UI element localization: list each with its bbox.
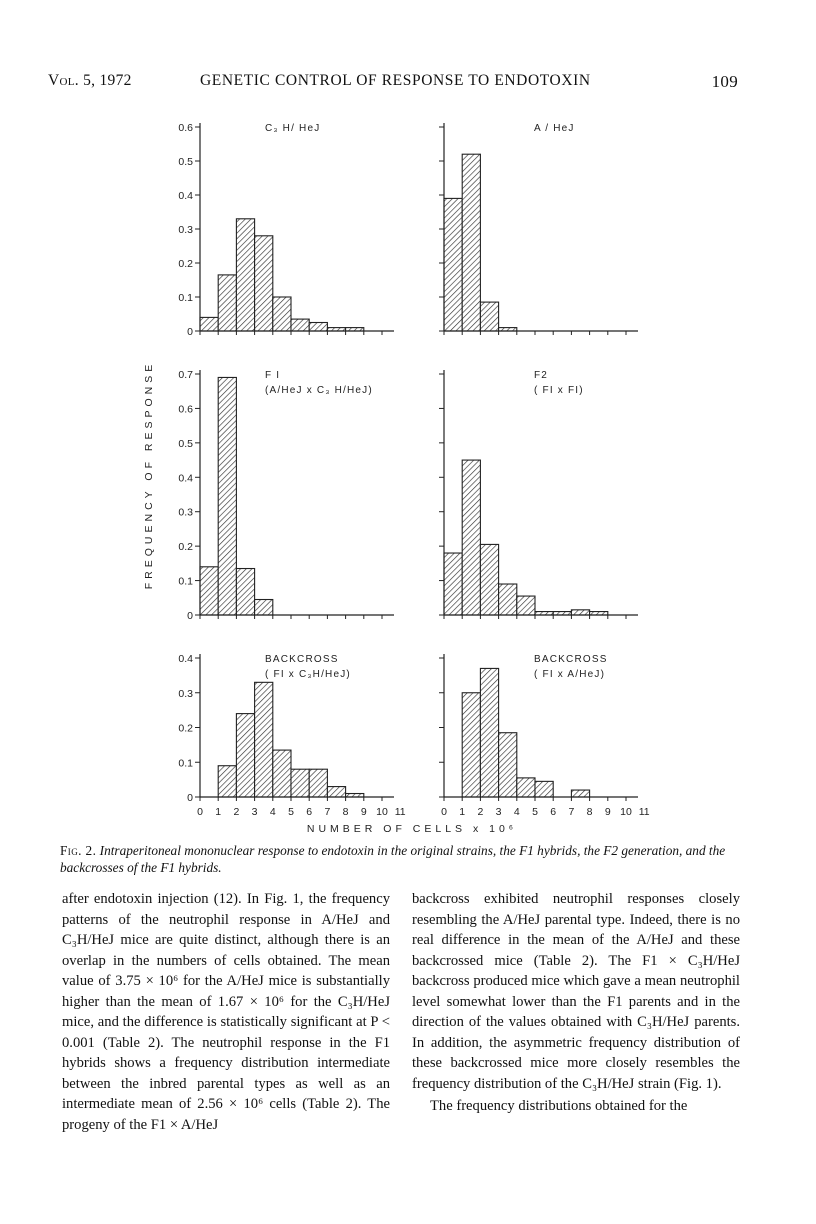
panel-title-c3h-hej: C₃ H/ HeJ: [265, 123, 321, 134]
x-tick-label: 4: [513, 806, 520, 818]
panel-title-backcross-f1-x-c3h-hej: BACKCROSS: [265, 654, 339, 665]
bar-c3h-hej-6-7: [309, 323, 327, 332]
x-tick-label: 5: [288, 806, 294, 818]
y-tick-label: 0.3: [178, 687, 193, 700]
page-number: 109: [711, 72, 738, 91]
y-tick-label: 0: [187, 326, 193, 338]
x-tick-label: 3: [251, 806, 258, 818]
bar-backcross-f1-x-a-hej-5-6: [535, 781, 553, 797]
x-tick-label: 0: [441, 806, 447, 818]
bar-backcross-f1-x-a-hej-3-4: [499, 733, 517, 797]
caption-text: Intraperitoneal mononuclear response to endotoxin in the original strains, the F1 hybrids, the F2 generation, and the backcrosses of the F1 hybrids.: [60, 843, 726, 875]
x-tick-label: 9: [604, 806, 611, 818]
bar-f1-2-3: [236, 569, 254, 615]
x-tick-label: 11: [394, 806, 406, 818]
body-column-right: [412, 889, 740, 1117]
x-tick-label: 5: [532, 806, 538, 818]
x-tick-label: 6: [550, 806, 557, 818]
panel-title-f2: ( FI x FI): [534, 385, 584, 396]
x-tick-label: 10: [376, 806, 388, 818]
y-tick-label: 0: [187, 792, 193, 804]
bar-backcross-f1-x-c3h-hej-5-6: [291, 769, 309, 797]
x-tick-label: 11: [638, 806, 650, 818]
x-tick-label: 6: [306, 806, 313, 818]
y-tick-label: 0.5: [178, 156, 193, 168]
y-axis-title: FREQUENCY OF RESPONSE: [143, 360, 155, 590]
panel-title-f1: F I: [265, 370, 281, 381]
bar-f1-3-4: [255, 600, 273, 615]
y-tick-label: 0.2: [178, 541, 193, 554]
bar-f1-0-1: [200, 567, 218, 615]
bar-backcross-f1-x-c3h-hej-7-8: [327, 787, 345, 797]
bar-c3h-hej-3-4: [255, 236, 273, 331]
x-tick-label: 3: [495, 806, 502, 818]
bar-a-hej-0-1: [444, 198, 462, 331]
y-tick-label: 0.1: [178, 292, 193, 304]
figure-caption: [60, 842, 760, 876]
y-tick-label: 0: [187, 610, 193, 622]
bar-f2-3-4: [499, 584, 517, 615]
panel-title-backcross-f1-x-a-hej: ( FI x A/HeJ): [534, 669, 606, 680]
bar-backcross-f1-x-a-hej-7-8: [571, 790, 589, 797]
y-tick-label: 0.3: [178, 506, 193, 519]
x-tick-label: 2: [233, 806, 240, 818]
x-tick-label: 7: [324, 806, 331, 818]
bar-a-hej-2-3: [480, 302, 498, 331]
bar-backcross-f1-x-a-hej-4-5: [517, 778, 535, 797]
x-tick-label: 8: [586, 806, 593, 818]
y-tick-label: 0.1: [178, 757, 193, 770]
x-tick-label: 1: [459, 806, 466, 818]
bar-c3h-hej-5-6: [291, 319, 309, 331]
panel-title-backcross-f1-x-a-hej: BACKCROSS: [534, 654, 608, 665]
running-title: GENETIC CONTROL OF RESPONSE TO ENDOTOXIN: [200, 72, 591, 89]
y-tick-label: 0.5: [178, 437, 193, 450]
bar-f2-1-2: [462, 460, 480, 615]
y-tick-label: 0.2: [178, 258, 193, 270]
x-tick-label: 8: [342, 806, 349, 818]
panel-title-a-hej: A / HeJ: [534, 123, 575, 134]
bar-c3h-hej-2-3: [236, 219, 254, 331]
journal-volume: Vol. 5, 1972: [48, 72, 132, 89]
bar-c3h-hej-0-1: [200, 317, 218, 331]
bar-c3h-hej-4-5: [273, 297, 291, 331]
body-paragraph: The frequency distributions obtained for the: [430, 1098, 688, 1114]
y-tick-label: 0.3: [178, 224, 193, 236]
x-axis-title: NUMBER OF CELLS x 10⁶: [306, 823, 518, 835]
x-tick-label: 4: [269, 806, 276, 818]
body-column-left: [62, 889, 390, 1135]
bar-backcross-f1-x-c3h-hej-6-7: [309, 769, 327, 797]
bar-f1-1-2: [218, 377, 236, 615]
y-tick-label: 0.4: [178, 653, 193, 665]
x-tick-label: 10: [620, 806, 632, 818]
bar-c3h-hej-1-2: [218, 275, 236, 331]
x-tick-label: 1: [215, 806, 222, 818]
x-tick-label: 2: [477, 806, 484, 818]
bar-backcross-f1-x-c3h-hej-3-4: [255, 682, 273, 797]
body-paragraph: backcross exhibited neutrophil responses closely resembling the A/HeJ parental type. Indeed, there is no real difference in the mean of the A/HeJ and these backcrossed mice (Table 2). The F1 × C₃H/HeJ backcross produced mice which gave a mean neutrophil level somewhat lower than the F1 parents and in the direction of the values obtained with C₃H/HeJ parents. In addition, the asymmetric frequency distribution of these backcrossed mice more closely resembles the frequency distribution of the C₃H/HeJ strain (Fig. 1).: [412, 891, 740, 1092]
x-tick-label: 9: [360, 806, 367, 818]
y-tick-label: 0.4: [178, 190, 193, 202]
x-tick-label: 0: [197, 806, 203, 818]
bar-backcross-f1-x-a-hej-1-2: [462, 693, 480, 797]
body-paragraph: after endotoxin injection (12). In Fig. 1, the frequency patterns of the neutrophil response in A/HeJ and C₃H/HeJ mice are quite distinct, although there is an overlap in the numbers of cells obtained. The mean value of 3.75 × 10⁶ for the A/HeJ mice is substantially higher than the mean of 1.67 × 10⁶ for the C₃H/HeJ mice, and the difference is statistically significant at P < 0.001 (Table 2). The neutrophil response in the F1 hybrids shows a frequency distribution intermediate between the inbred parental types as well as an intermediate mean of 2.56 × 10⁶ cells (Table 2). The progeny of the F1 × A/HeJ: [62, 891, 390, 1133]
bar-f2-7-8: [571, 610, 589, 615]
y-tick-label: 0.2: [178, 722, 193, 735]
bar-backcross-f1-x-c3h-hej-1-2: [218, 766, 236, 797]
bar-backcross-f1-x-c3h-hej-2-3: [236, 714, 254, 797]
caption-label: Fig. 2.: [60, 843, 97, 858]
panel-title-f2: F2: [534, 370, 549, 381]
bar-a-hej-1-2: [462, 154, 480, 331]
x-tick-label: 7: [568, 806, 575, 818]
bar-backcross-f1-x-c3h-hej-4-5: [273, 750, 291, 797]
panel-title-backcross-f1-x-c3h-hej: ( FI x C₃H/HeJ): [265, 669, 351, 680]
bar-backcross-f1-x-a-hej-2-3: [480, 668, 498, 797]
panel-title-f1: (A/HeJ x C₃ H/HeJ): [265, 385, 373, 396]
y-tick-label: 0.4: [178, 472, 193, 485]
bar-f2-0-1: [444, 553, 462, 615]
bar-f2-4-5: [517, 596, 535, 615]
y-tick-label: 0.7: [178, 369, 193, 381]
y-tick-label: 0.6: [178, 403, 193, 416]
y-tick-label: 0.1: [178, 575, 193, 588]
bar-f2-2-3: [480, 544, 498, 615]
y-tick-label: 0.6: [178, 122, 193, 134]
